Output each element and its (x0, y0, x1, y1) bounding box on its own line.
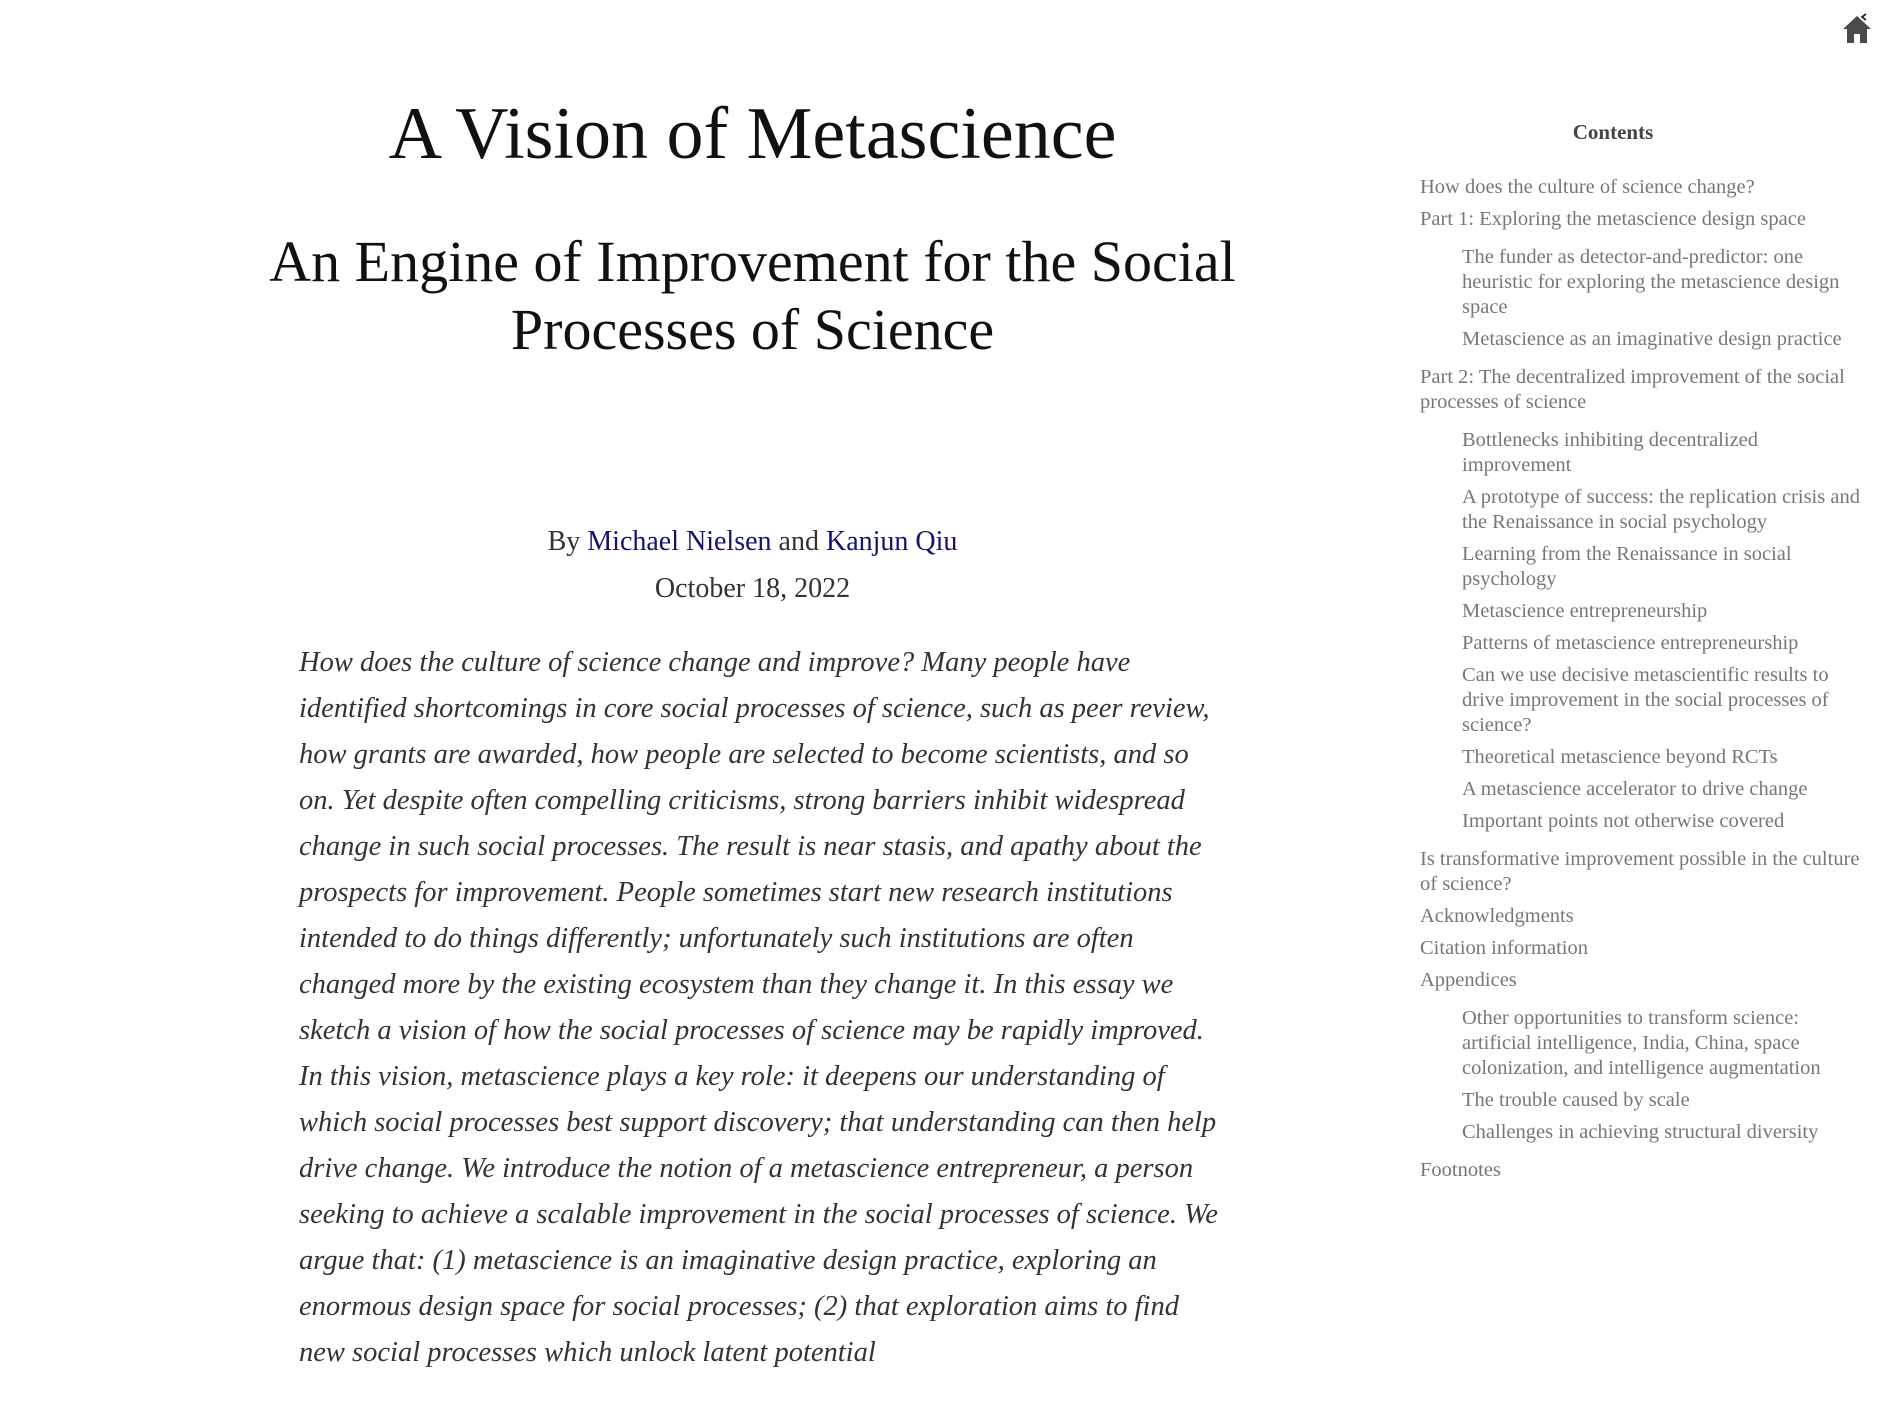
toc-item[interactable]: Can we use decisive metascientific results to drive improvement in the social processes of science? (1462, 664, 1829, 736)
toc-item[interactable]: Bottlenecks inhibiting decentralized improvement (1462, 429, 1759, 476)
toc-item[interactable]: A prototype of success: the replication crisis and the Renaissance in social psychology (1462, 486, 1860, 533)
toc-item[interactable]: Citation information (1420, 937, 1588, 959)
toc-item[interactable]: Patterns of metascience entrepreneurship (1462, 632, 1799, 654)
toc-item[interactable]: Challenges in achieving structural diversity (1462, 1121, 1819, 1143)
toc-item[interactable]: Metascience as an imaginative design practice (1462, 328, 1842, 350)
toc-item[interactable]: A metascience accelerator to drive change (1462, 778, 1808, 800)
toc-item[interactable]: Is transformative improvement possible in the culture of science? (1420, 848, 1860, 895)
toc-item[interactable]: The funder as detector-and-predictor: one heuristic for exploring the metascience design space (1462, 246, 1840, 318)
author-link-michael-nielsen[interactable]: Michael Nielsen (587, 526, 772, 557)
page-title: A Vision of Metascience (388, 93, 1117, 175)
byline-and: and (778, 526, 819, 557)
page-subtitle: An Engine of Improvement for the Social Processes of Science (269, 229, 1236, 362)
toc-item[interactable]: Part 2: The decentralized improvement of the social processes of science (1420, 366, 1845, 413)
table-of-contents (1420, 120, 1860, 1190)
toc-item[interactable]: Acknowledgments (1420, 905, 1574, 927)
toc-item[interactable]: Footnotes (1420, 1159, 1501, 1181)
toc-item[interactable]: Important points not otherwise covered (1462, 810, 1785, 832)
byline-by: By (547, 526, 581, 557)
toc-item[interactable]: Other opportunities to transform science: artificial intelligence, India, China, space colonization, and intelligence augmentation (1462, 1007, 1821, 1079)
toc-item[interactable]: Theoretical metascience beyond RCTs (1462, 746, 1778, 768)
publication-date: October 18, 2022 (654, 573, 851, 604)
toc-list (1420, 175, 1860, 1183)
toc-item[interactable]: Learning from the Renaissance in social psychology (1462, 543, 1792, 590)
toc-item[interactable]: Metascience entrepreneurship (1462, 600, 1708, 622)
home-button[interactable] (1840, 12, 1874, 46)
toc-item[interactable]: Part 1: Exploring the metascience design space (1420, 208, 1806, 230)
toc-item[interactable]: How does the culture of science change? (1420, 176, 1755, 198)
toc-item[interactable]: Appendices (1420, 969, 1517, 991)
toc-item[interactable]: The trouble caused by scale (1462, 1089, 1690, 1111)
author-link-kanjun-qiu[interactable]: Kanjun Qiu (825, 526, 958, 557)
home-icon (1840, 12, 1874, 46)
abstract: How does the culture of science change and improve? Many people have identified shortcomings in core social processes of science, such as peer review, how grants are awarded, how people are selected to become scientists, and so on. Yet despite often compelling criticisms, strong barriers inhibit widespread change in such social processes. The result is near stasis, and apathy about the prospects for improvement. People sometimes start new research institutions intended to do things differently; unfortunately such institutions are often changed more by the existing ecosystem than they change it. In this essay we sketch a vision of how the social processes of science may be rapidly improved. In this vision, metascience plays a key role: it deepens our understanding of which social processes best support discovery; that understanding can then help drive change. We introduce the notion of a metascience entrepreneur, a person seeking to achieve a scalable improvement in the social processes of science. We argue that: (1) metascience is an imaginative design practice, exploring an enormous design space for social processes; (2) that exploration aims to find new social processes which unlock latent potential (299, 647, 1218, 1368)
chevron-left-icon (1862, 14, 1866, 20)
toc-title: Contents (1572, 120, 1654, 144)
byline (200, 524, 1305, 560)
